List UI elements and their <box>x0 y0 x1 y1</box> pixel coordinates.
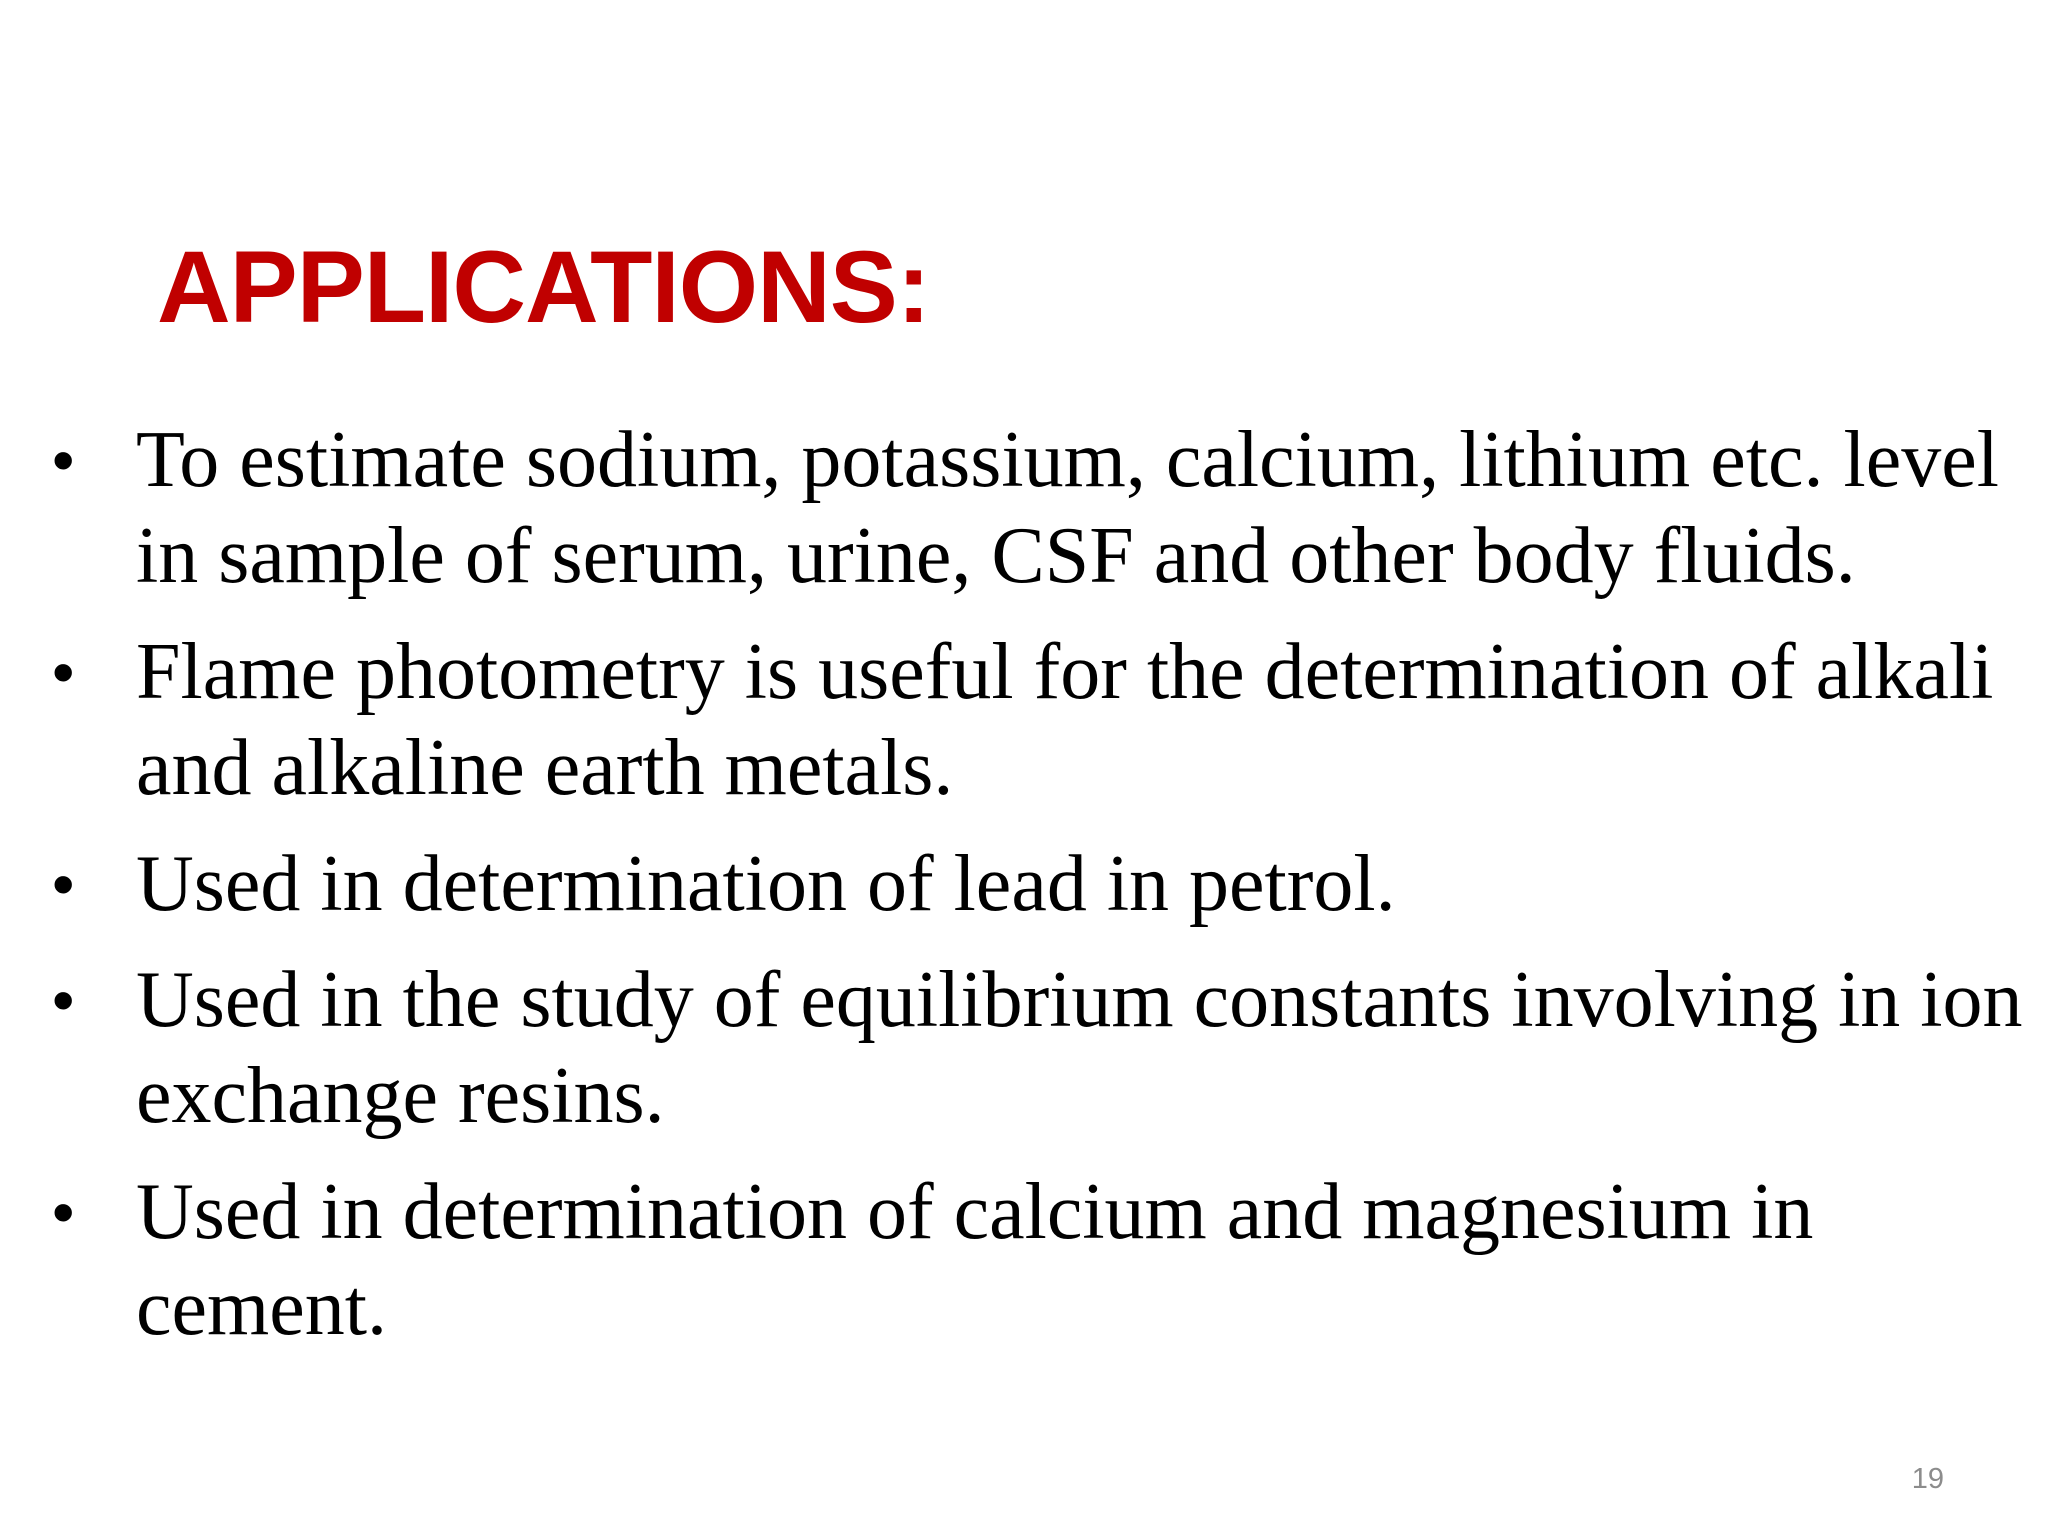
bullet-item <box>0 624 2048 816</box>
bullet-text: Used in determination of lead in petrol. <box>136 840 1396 928</box>
bullet-icon: • <box>52 636 75 708</box>
bullet-text: Flame photometry is useful for the determination of alkali and alkaline earth metals. <box>136 628 1994 812</box>
bullet-text: Used in the study of equilibrium constants involving in ion exchange resins. <box>136 956 2023 1140</box>
bullet-text: To estimate sodium, potassium, calcium, lithium etc. level in sample of serum, urine, CSF and other body fluids. <box>136 416 1999 600</box>
bullet-icon: • <box>52 424 75 496</box>
bullet-item <box>0 836 2048 932</box>
bullet-icon: • <box>52 964 75 1036</box>
slide-title: APPLICATIONS: <box>157 230 930 344</box>
bullet-item <box>0 1164 2048 1356</box>
bullet-item <box>0 952 2048 1144</box>
bullet-list <box>0 412 2048 1376</box>
bullet-item <box>0 412 2048 604</box>
bullet-icon: • <box>52 848 75 920</box>
bullet-icon: • <box>52 1176 75 1248</box>
bullet-text: Used in determination of calcium and magnesium in cement. <box>136 1168 1814 1352</box>
page-number: 19 <box>1911 1463 1944 1495</box>
